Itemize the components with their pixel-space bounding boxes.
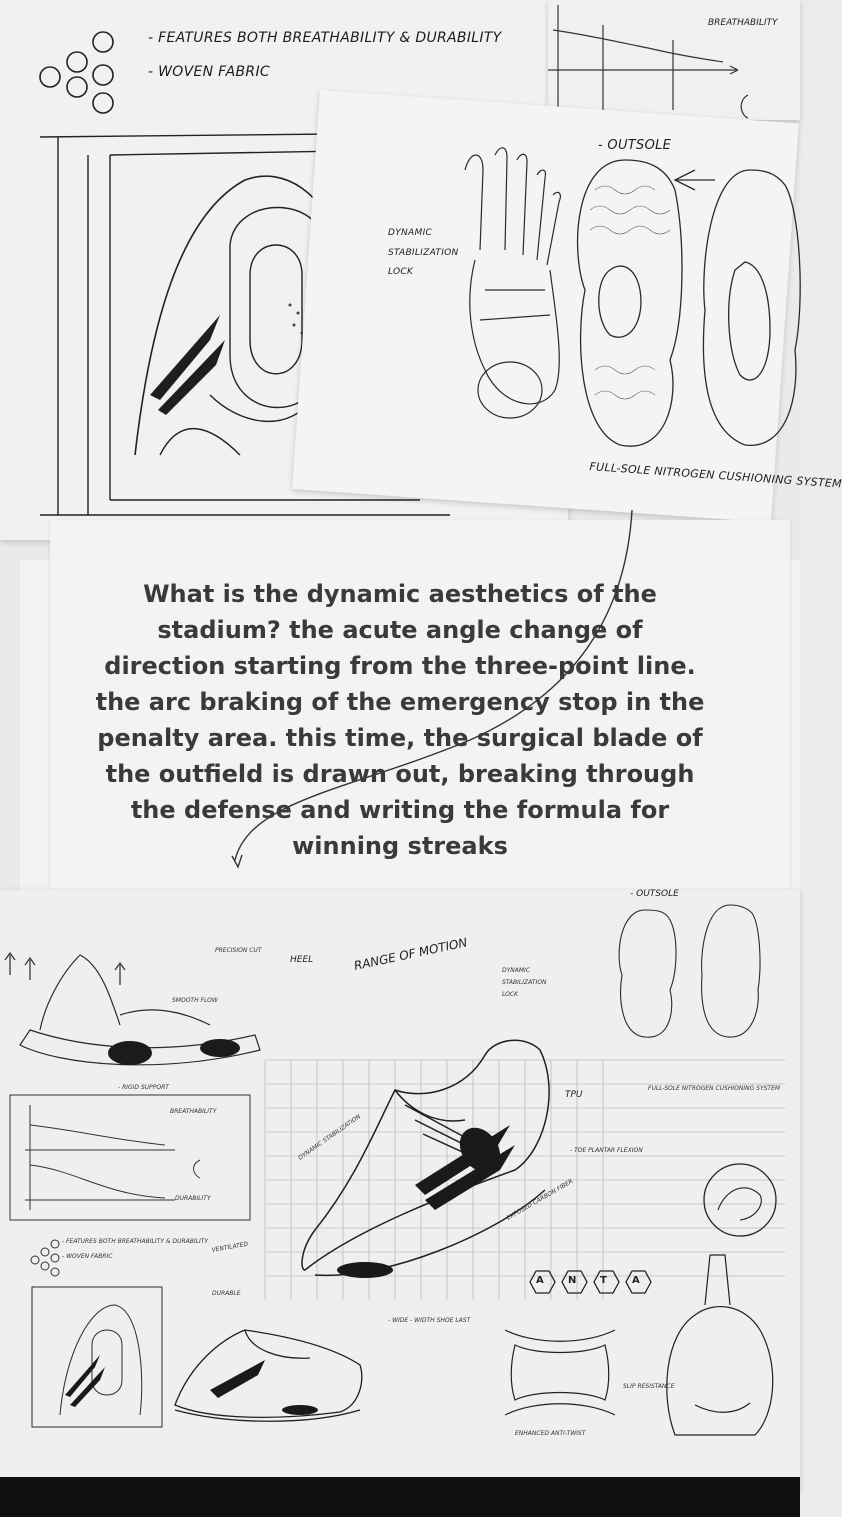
- cushion-pad-sketch: [495, 1315, 625, 1425]
- collage-lock-1: DYNAMIC: [502, 967, 531, 974]
- brand-letter-n: N: [568, 1275, 577, 1286]
- heel-label: HEEL: [290, 955, 314, 965]
- collage-fabric-dots-icon: [30, 1238, 70, 1278]
- dynamic-lock-label-3: LOCK: [388, 267, 414, 277]
- outsole-sketch: [565, 150, 805, 460]
- headline-line-7: the defense and writing the formula for: [130, 796, 670, 824]
- toe-detail-circle: [700, 1160, 780, 1240]
- headline-line-5: penalty area. this time, the surgical blade of: [97, 724, 703, 752]
- outsole-label: - OUTSOLE: [598, 138, 672, 153]
- exposed-carbon-label: EXPOSED CARBON FIBER: [505, 1177, 575, 1222]
- collage-outsole-label: - OUTSOLE: [630, 889, 679, 899]
- breathability-label: BREATHABILITY: [708, 18, 778, 28]
- headline-line-2: stadium? the acute angle change of: [157, 616, 643, 644]
- slip-resistance-label: SLIP RESISTANCE: [623, 1383, 675, 1390]
- headline-line-6: the outfield is drawn out, breaking through: [105, 760, 695, 788]
- foot-bone-sketch: [445, 140, 585, 440]
- brand-letter-a2: A: [632, 1275, 641, 1286]
- heel-view-sketch: [655, 1245, 785, 1445]
- collage-nitrogen-label: FULL-SOLE NITROGEN CUSHIONING SYSTEM: [648, 1085, 781, 1092]
- headline-line-1: What is the dynamic aesthetics of the: [143, 580, 657, 608]
- main-shoe-sketch: [295, 1030, 595, 1290]
- durable-label: DURABLE: [212, 1290, 241, 1297]
- headline-copy: [70, 576, 730, 864]
- dynamic-lock-label-2: STABILIZATION: [388, 248, 459, 258]
- dynamic-stabilization-label: DYNAMIC STABILIZATION: [297, 1113, 363, 1162]
- headline-line-4: the arc braking of the emergency stop in the: [95, 688, 705, 716]
- collage-lock-2: STABILIZATION: [502, 979, 547, 986]
- dynamic-lock-label-1: DYNAMIC: [388, 228, 433, 238]
- headline-line-8: winning streaks: [292, 832, 508, 860]
- nitrogen-label: FULL-SOLE NITROGEN CUSHIONING SYSTEM: [589, 460, 842, 491]
- smooth-flow-label: SMOOTH FLOW: [172, 997, 218, 1004]
- collage-outsole-sketch: [610, 895, 790, 1045]
- collage-breathability-label: BREATHABILITY: [170, 1108, 217, 1115]
- ventilated-label: VENTILATED: [211, 1240, 249, 1254]
- wide-shoe-label: - WIDE - WIDTH SHOE LAST: [388, 1317, 471, 1324]
- collage-chart: [5, 1090, 265, 1225]
- rigid-support-label: - RIGID SUPPORT: [118, 1084, 169, 1091]
- tpu-label: TPU: [565, 1090, 583, 1100]
- fabric-dots-icon: [30, 25, 130, 125]
- feature-note-2: - WOVEN FABRIC: [148, 64, 270, 80]
- mini-insole-sketch: [30, 1285, 170, 1435]
- woven-small-label: - WOVEN FABRIC: [62, 1253, 113, 1260]
- brand-letter-t: T: [600, 1275, 608, 1286]
- brand-letter-a1: A: [536, 1275, 545, 1286]
- range-of-motion-label: RANGE OF MOTION: [352, 935, 469, 973]
- breathability-label-wrap: [548, 15, 800, 35]
- precision-cut-label: PRECISION CUT: [215, 947, 262, 954]
- collage-lock-3: LOCK: [502, 991, 519, 998]
- feature-note-1: - FEATURES BOTH BREATHABILITY & DURABILITY: [148, 30, 502, 46]
- bottom-torn-edge: [0, 1477, 800, 1517]
- toe-plantar-flexion-label: - TOE PLANTAR FLEXION: [570, 1147, 643, 1154]
- durability-label: DURABILITY: [175, 1195, 211, 1202]
- headline-line-3: direction starting from the three-point line.: [104, 652, 696, 680]
- bottom-shoe-sketch: [170, 1320, 370, 1430]
- anti-twist-label: ENHANCED ANTI-TWIST: [515, 1430, 586, 1437]
- features-small-label: - FEATURES BOTH BREATHABILITY & DURABILITY: [62, 1238, 209, 1245]
